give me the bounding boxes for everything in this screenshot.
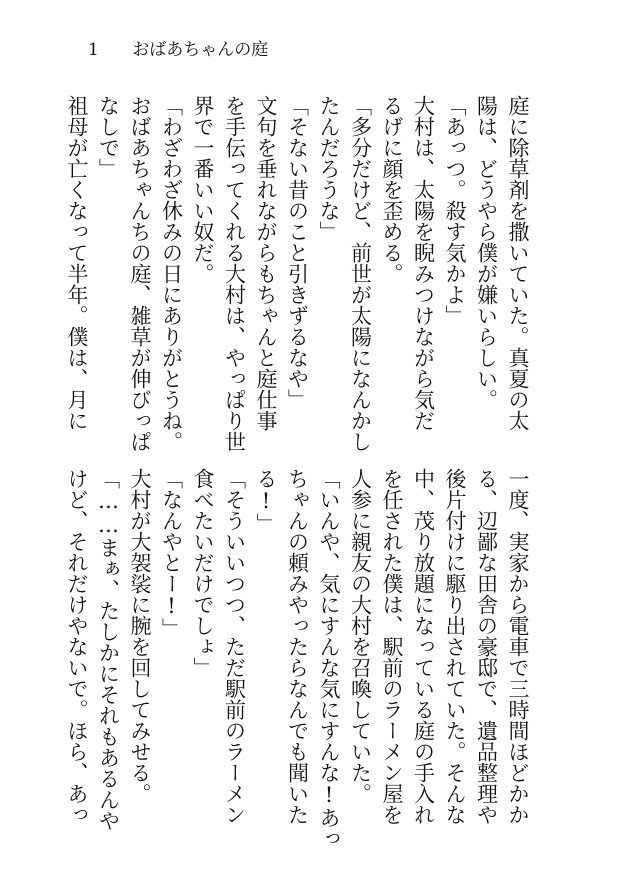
text-line: 大村が大袈裟に腕を回してみせる。 [128, 468, 152, 804]
text-line: 界で一番いい奴だ。 [191, 95, 215, 284]
page-header [88, 40, 268, 60]
text-line: 食べたいだけでしょ」 [191, 468, 215, 678]
text-line: けど、それだけやないで。ほら、あっ [65, 468, 89, 825]
text-line: るげに顔を歪める。 [380, 95, 404, 284]
text-block-bottom [65, 468, 533, 849]
text-line: 「あっつ。殺す気かよ」 [443, 95, 467, 326]
text-line: たんだろうな」 [317, 95, 341, 242]
text-line: 「そういいつつ、ただ駅前のラーメン [222, 468, 247, 825]
text-line: を手伝ってくれる大村は、やっぱり世 [222, 95, 247, 452]
text-line: 「わざわざ休みの日にありがとうね。 [159, 95, 184, 452]
text-block-top [65, 95, 533, 452]
text-line: 庭に除草剤を撒いていた。真夏の太 [506, 95, 530, 431]
text-line: る、辺鄙な田舎の豪邸で、遺品整理や [474, 468, 499, 825]
chapter-number: 1 [88, 40, 99, 60]
chapter-title: おばあちゃんの庭 [132, 40, 269, 60]
text-line: 大村は、太陽を睨みつけながら気だ [411, 95, 436, 431]
text-line: 「いんや、気にすんな気にすんな!あっ [317, 468, 341, 849]
text-line: 陽は、どうやら僕が嫌いらしい。 [474, 95, 499, 410]
text-line: 文句を垂れながらもちゃんと庭仕事 [254, 95, 278, 431]
text-line: 一度、実家から電車で三時間ほどかか [506, 468, 530, 825]
text-line: ちゃんの頼みやったらなんでも聞いた [285, 468, 310, 825]
text-line: 人参に親友の大村を召喚していた。 [348, 468, 373, 804]
text-line: 「そない昔のこと引きずるなや」 [285, 95, 310, 410]
text-line: 中、茂り放題になっている庭の手入れ [411, 468, 436, 825]
text-line: なしで」 [96, 95, 121, 179]
text-line: 「なんやとー!」 [159, 468, 184, 639]
text-line: 「多分だけど、前世が太陽になんかし [348, 95, 373, 452]
text-line: を任された僕は、駅前のラーメン屋を [380, 468, 404, 825]
text-line: 後片付けに駆り出されていた。そんな [443, 468, 467, 825]
text-line: おばあちゃんちの庭、雑草が伸びっぱ [128, 95, 152, 452]
text-line: 「……まぁ、たしかにそれもあるんや [96, 468, 121, 831]
text-line: る!」 [254, 468, 278, 534]
text-line: 祖母が亡くなって半年。僕は、月に [65, 95, 89, 431]
